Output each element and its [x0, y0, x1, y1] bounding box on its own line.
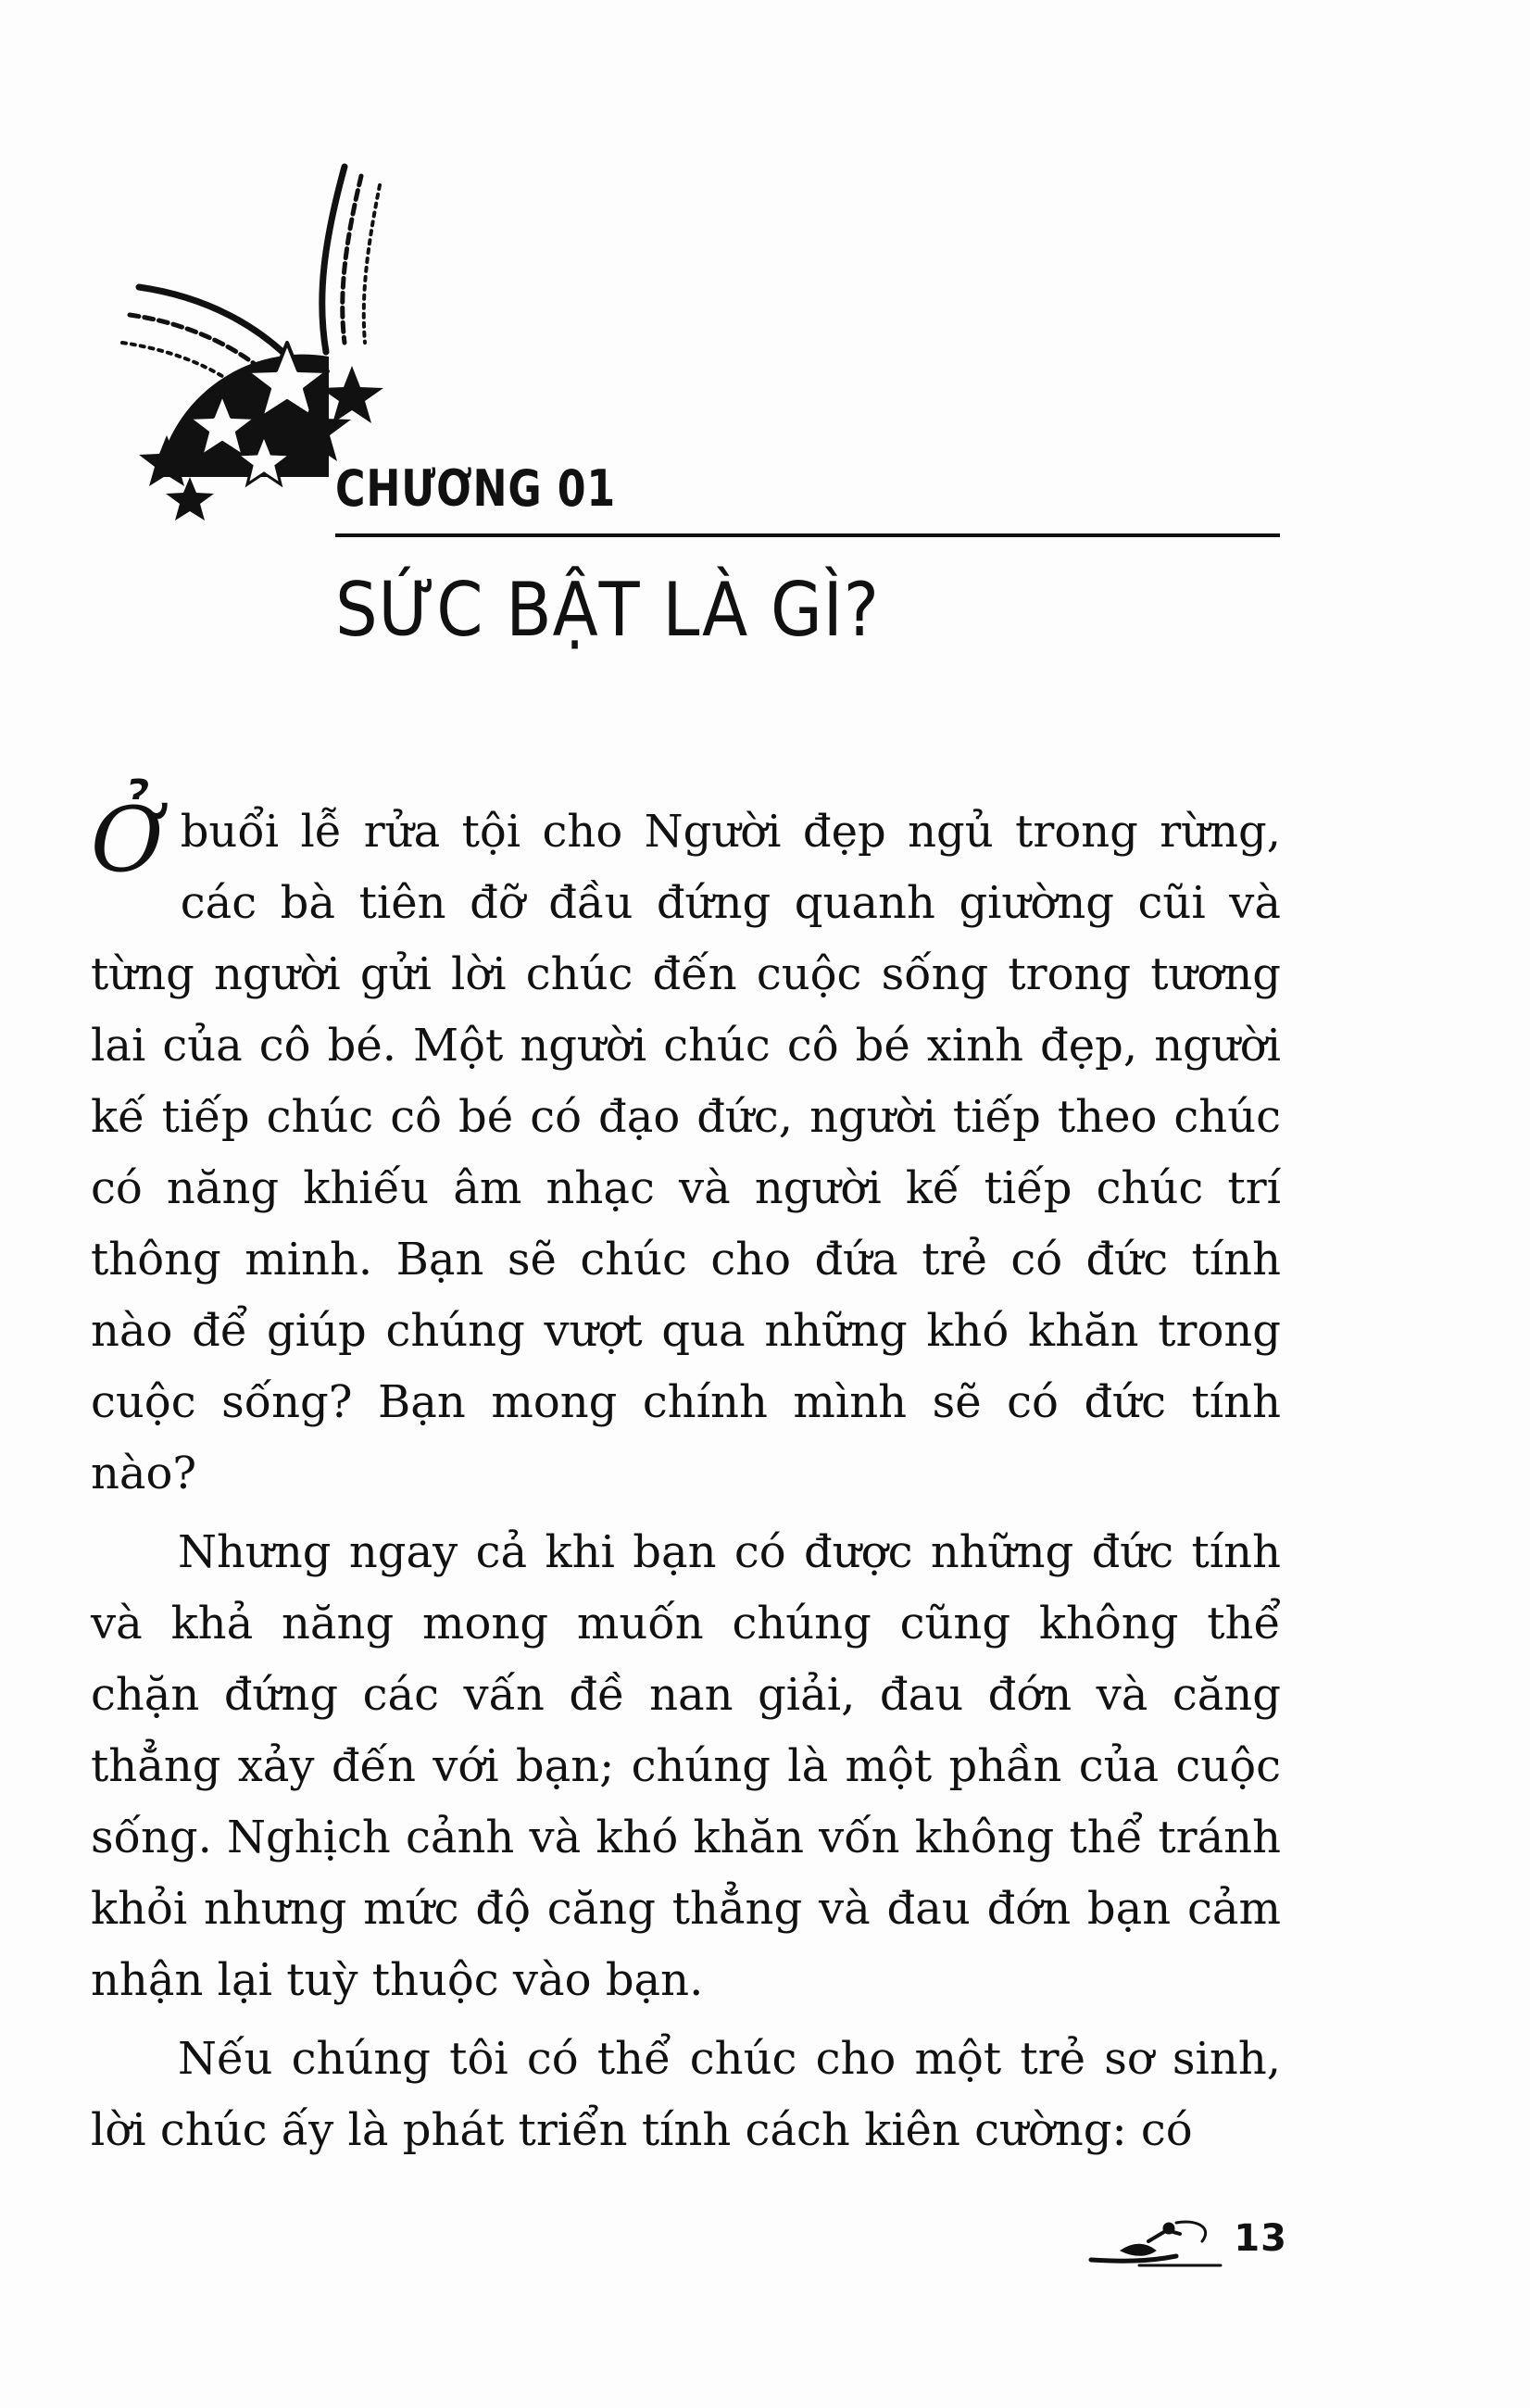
paragraph: Nếu chúng tôi có thể chúc cho một trẻ sơ sinh, lời chúc ấy là phát triển tính cách kiên cường: có: [91, 2033, 1281, 2156]
paragraph: [91, 788, 1281, 1510]
body-text: [91, 788, 1281, 2174]
page-footer: [1084, 2214, 1287, 2288]
page-number: 13: [1234, 2217, 1287, 2260]
skier-icon: [1084, 2214, 1223, 2288]
paragraph: Nhưng ngay cả khi bạn có được những đức tính và khả năng mong muốn chúng cũng không thể chặn đứng các vấn đề nan giải, đau đớn và căng thẳng xảy đến với bạn; chúng là một phần của cuộc sống. Nghịch cảnh và khó khăn vốn không thể tránh khỏi nhưng mức độ căng thẳng và đau đớn bạn cảm nhận lại tuỳ thuộc vào bạn.: [91, 1526, 1281, 2006]
drop-cap: Ở: [91, 788, 164, 892]
chapter-label: CHƯƠNG 01: [335, 459, 617, 518]
chapter-divider: [335, 533, 1280, 537]
chapter-title: SỨC BẬT LÀ GÌ?: [335, 567, 880, 653]
paragraph-text: buổi lễ rửa tội cho Người đẹp ngủ trong rừng, các bà tiên đỡ đầu đứng quanh giường cũi và từng người gửi lời chúc đến cuộc sống trong tương lai của cô bé. Một người chúc cô bé xinh đẹp, người kế tiếp chúc cô bé có đạo đức, người tiếp theo chúc có năng khiếu âm nhạc và người kế tiếp chúc trí thông minh. Bạn sẽ chúc cho đứa trẻ có đức tính nào để giúp chúng vượt qua những khó khăn trong cuộc sống? Bạn mong chính mình sẽ có đức tính nào?: [91, 806, 1281, 1499]
